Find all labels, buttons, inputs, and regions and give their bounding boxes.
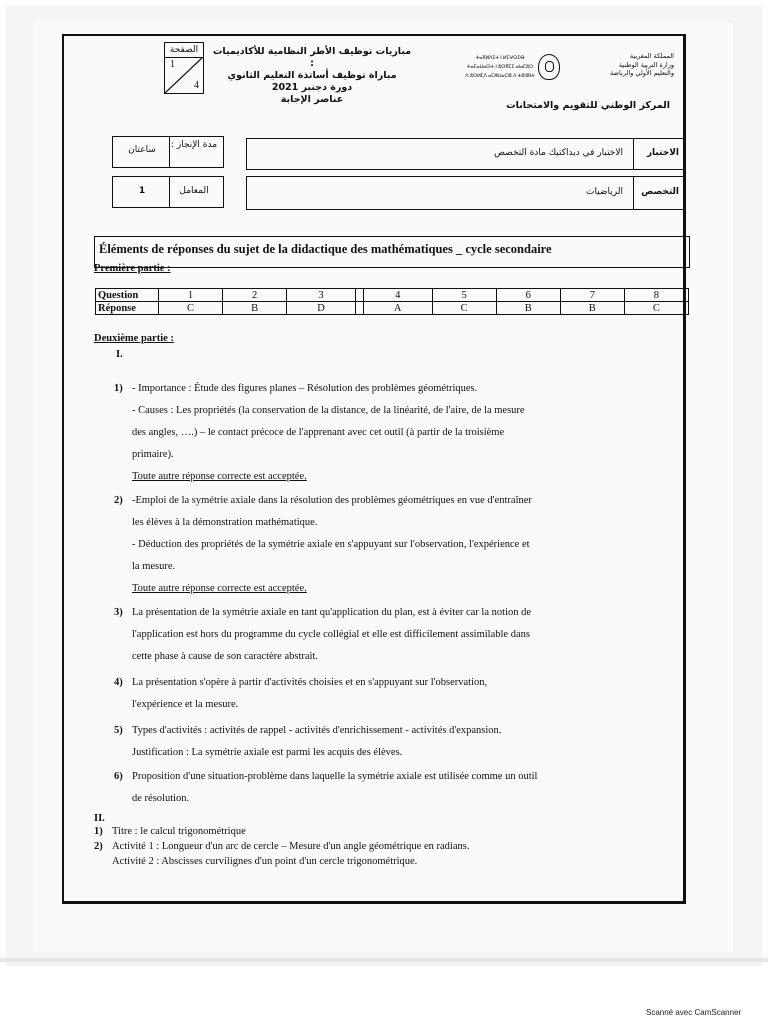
tifinagh-text xyxy=(464,54,536,81)
evaluation-centre: المركز الوطني للتقويم والامتحانات xyxy=(506,100,670,111)
document-frame xyxy=(62,34,686,904)
coat-of-arms-icon xyxy=(538,54,560,80)
item-number: 4) xyxy=(114,677,123,688)
specialty-label: التخصص xyxy=(641,187,679,197)
item-line: la mesure. xyxy=(132,561,176,572)
ministry-text xyxy=(564,52,674,78)
page-number-box xyxy=(164,42,204,94)
item-line: cette phase à cause de son caractère abstrait. xyxy=(132,651,318,662)
item-number: 1) xyxy=(94,826,103,837)
answer-item xyxy=(94,824,684,839)
question-cell: 6 xyxy=(496,289,560,302)
item-line: l'application est hors du programme du cycle collégial et elle est difficilement assimilable dans xyxy=(132,629,530,640)
item-line: - Déduction des propriétés de la symétrie axiale en s'appuyant sur l'observation, l'expérience et xyxy=(132,539,530,550)
coefficient-value: 1 xyxy=(138,186,146,196)
ministry-line: المملكة المغربية xyxy=(629,52,674,60)
exam-line: مباراة توظيف أساتذة التعليم الثانوي xyxy=(227,70,397,81)
duration-box xyxy=(112,136,224,168)
item-line: de résolution. xyxy=(132,793,190,804)
item-line: Proposition d'une situation-problème dans laquelle la symétrie axiale est utilisée comme un outil xyxy=(132,771,538,782)
item-line: des angles, ….) – le contact précoce de l'apprenant avec cet outil (à partir de la troisième xyxy=(132,427,505,438)
specialty-box xyxy=(246,176,686,210)
answer-cell: C xyxy=(159,302,223,315)
item-line: Activité 2 : Abscisses curvilignes d'un point d'un cercle trigonométrique. xyxy=(112,856,418,867)
question-cell: 8 xyxy=(624,289,688,302)
item-number: 6) xyxy=(114,771,123,782)
page-total: 4 xyxy=(194,80,199,91)
question-cell: 7 xyxy=(560,289,624,302)
answers-table xyxy=(95,288,689,315)
item-line: - Causes : Les propriétés (la conservation de la distance, de la linéarité, de l'aire, de la mesure xyxy=(132,405,525,416)
item-number: 3) xyxy=(114,607,123,618)
answer-cell: B xyxy=(560,302,624,315)
item-number: 2) xyxy=(94,841,103,852)
camscanner-footer: Scanné avec CamScanner xyxy=(646,1008,742,1017)
part2-heading: Deuxième partie : xyxy=(94,333,174,344)
scan-edge xyxy=(0,958,768,962)
item-line: les élèves à la démonstration mathématique. xyxy=(132,517,318,528)
answer-item xyxy=(94,839,684,869)
ministry-line: والتعليم الأولي والرياضة xyxy=(610,69,674,77)
question-cell: 3 xyxy=(287,289,356,302)
exam-box xyxy=(246,138,686,170)
answer-cell: C xyxy=(624,302,688,315)
coefficient-box xyxy=(112,176,224,208)
section-two-label: II. xyxy=(94,813,105,824)
question-cell xyxy=(355,289,363,302)
item-line: l'expérience et la mesure. xyxy=(132,699,239,710)
page-label: الصفحة xyxy=(165,43,203,58)
table-header-cell: Réponse xyxy=(96,302,159,315)
answer-cell: D xyxy=(287,302,356,315)
question-cell: 2 xyxy=(223,289,287,302)
page-number: 1 xyxy=(170,59,175,70)
answer-cell: C xyxy=(432,302,496,315)
tifinagh-line: ⵜⴰⵎⴰⵡⴰⵙⵜ ⵏ ⵓⵙⴳⵎⵉ ⴰⵏⴰⵎⵓⵔ xyxy=(466,64,534,70)
item-line: Types d'activités : activités de rappel - activités d'enrichissement - activités d'expansion. xyxy=(132,725,502,736)
document-title xyxy=(94,236,690,268)
item-line: -Emploi de la symétrie axiale dans la résolution des problèmes géométriques en vue d'entraîner xyxy=(132,495,532,506)
answer-cell xyxy=(355,302,363,315)
item-line: - Importance : Étude des figures planes – Résolution des problèmes géométriques. xyxy=(132,383,478,394)
title-text: Éléments de réponses du sujet de la didactique des mathématiques _ cycle secondaire xyxy=(99,242,552,256)
section-one-label: I. xyxy=(116,349,123,360)
exam-value: الاختبار في ديداكتيك مادة التخصص xyxy=(494,148,623,158)
question-cell: 4 xyxy=(363,289,432,302)
item-line: Activité 1 : Longueur d'un arc de cercle – Mesure d'un angle géométrique en radians. xyxy=(112,841,470,852)
coefficient-label: المعامل xyxy=(179,186,209,196)
answer-cell: B xyxy=(223,302,287,315)
table-header-cell: Question xyxy=(96,289,159,302)
item-number: 1) xyxy=(114,383,123,394)
tifinagh-line: ⵜⴰⴳⵍⴷⵉⵜ ⵏ ⵍⵎⵖⵔⵉⴱ xyxy=(475,55,525,61)
item-line: primaire). xyxy=(132,449,174,460)
part1-heading: Première partie : xyxy=(94,263,171,274)
acceptance-note: Toute autre réponse correcte est acceptée. xyxy=(132,471,307,482)
exam-label: الاختبار xyxy=(646,148,679,158)
question-cell: 1 xyxy=(159,289,223,302)
item-line: La présentation s'opère à partir d'activités choisies et en s'appuyant sur l'observation, xyxy=(132,677,488,688)
tifinagh-line: ⴷ ⵓⵙⵍⵎⴷ ⴰⵎⵣⵡⴰⵔⵓ ⴷ ⵜⵓⵏⵏⵓⵏⵜ xyxy=(465,73,535,79)
answer-cell: B xyxy=(496,302,560,315)
exam-line: عناصر الإجابة xyxy=(280,94,344,105)
exam-line: دورة دجنبر 2021 xyxy=(271,82,353,93)
ministry-line: وزارة التربية الوطنية xyxy=(618,60,674,69)
question-cell: 5 xyxy=(432,289,496,302)
item-line: La présentation de la symétrie axiale en tant qu'application du plan, est à éviter car la notion de xyxy=(132,607,531,618)
item-line: Justification : La symétrie axiale est parmi les acquis des élèves. xyxy=(132,747,403,758)
acceptance-note: Toute autre réponse correcte est acceptée. xyxy=(132,583,307,594)
duration-label: مدة الإنجاز : xyxy=(170,140,218,150)
table-row xyxy=(96,289,689,302)
item-number: 2) xyxy=(114,495,123,506)
duration-value: ساعتان xyxy=(128,145,156,155)
answer-cell: A xyxy=(363,302,432,315)
section-two-items xyxy=(94,824,684,869)
item-number: 5) xyxy=(114,725,123,736)
specialty-value: الرياضيات xyxy=(585,187,623,197)
exam-line: مباريات توظيف الأطر النظامية للأكاديميات : xyxy=(212,46,412,69)
exam-heading xyxy=(212,46,412,106)
document-header xyxy=(64,36,683,146)
item-line: Titre : le calcul trigonométrique xyxy=(112,826,246,837)
table-row xyxy=(96,302,689,315)
